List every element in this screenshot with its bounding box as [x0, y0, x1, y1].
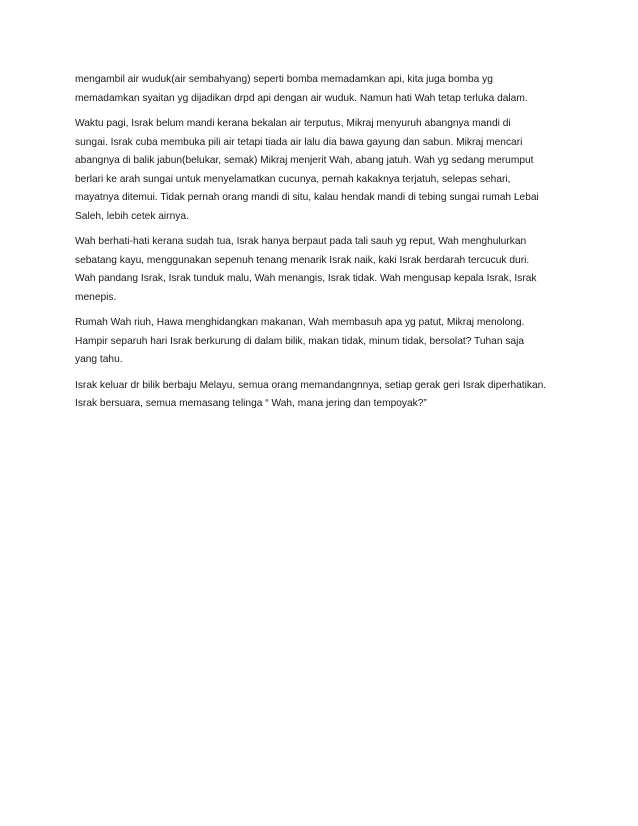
- text-line: Israk bersuara, semua memasang telinga “ Wah, mana jering dan tempoyak?”: [75, 398, 427, 409]
- text-line: mengambil air wuduk(air sembahyang) seperti bomba memadamkan api, kita juga bomba yg: [75, 74, 493, 85]
- text-line: menepis.: [75, 291, 117, 303]
- text-line: Rumah Wah riuh, Hawa menghidangkan makanan, Wah membasuh apa yg patut, Mikraj menolong.: [75, 317, 525, 328]
- text-line: Waktu pagi, Israk belum mandi kerana bekalan air terputus, Mikraj menyuruh abangnya mandi di: [75, 118, 511, 129]
- text-line: memadamkan syaitan yg dijadikan drpd api dengan air wuduk. Namun hati Wah tetap terluka dalam.: [75, 92, 528, 104]
- paragraph: [75, 314, 575, 370]
- text-line: mayatnya ditemui. Tidak pernah orang mandi di situ, kalau hendak mandi di tebing sungai rumah Lebai: [75, 192, 539, 203]
- text-line: yang tahu.: [75, 354, 123, 365]
- paragraph: [75, 233, 575, 307]
- text-line: Saleh, lebih cetek airnya.: [75, 210, 189, 222]
- text-line: sebatang kayu, menggunakan sepenuh tenang menarik Israk naik, kaki Israk berdarah tercucuk duri.: [75, 254, 530, 266]
- text-line: berlari ke arah sungai untuk menyelamatkan cucunya, pernah kakaknya terjatuh, selepas sehari,: [75, 173, 511, 185]
- text-line: Hampir separuh hari Israk berkurung di dalam bilik, makan tidak, minum tidak, bersolat? Tuhan saja: [75, 335, 525, 347]
- text-line: sungai. Israk cuba membuka pili air tetapi tiada air lalu dia bawa gayung dan sabun. Mikraj mencari: [75, 136, 523, 148]
- text-line: Wah pandang Israk, Israk tunduk malu, Wah menangis, Israk tidak. Wah mengusap kepala Israk, Israk: [75, 273, 537, 284]
- text-line: Israk keluar dr bilik berbaju Melayu, semua orang memandangnnya, setiap gerak geri Israk diperhatikan.: [75, 379, 547, 391]
- text-line: Wah berhati-hati kerana sudah tua, Israk hanya berpaut pada tali sauh yg reput, Wah menghulurkan: [75, 236, 527, 247]
- paragraph: [75, 115, 575, 226]
- paragraph: [75, 377, 575, 414]
- text-line: abangnya di balik jabun(belukar, semak) Mikraj menjerit Wah, abang jatuh. Wah yg sedang merumput: [75, 155, 534, 166]
- paragraph: [75, 71, 575, 108]
- document-body: [75, 71, 575, 421]
